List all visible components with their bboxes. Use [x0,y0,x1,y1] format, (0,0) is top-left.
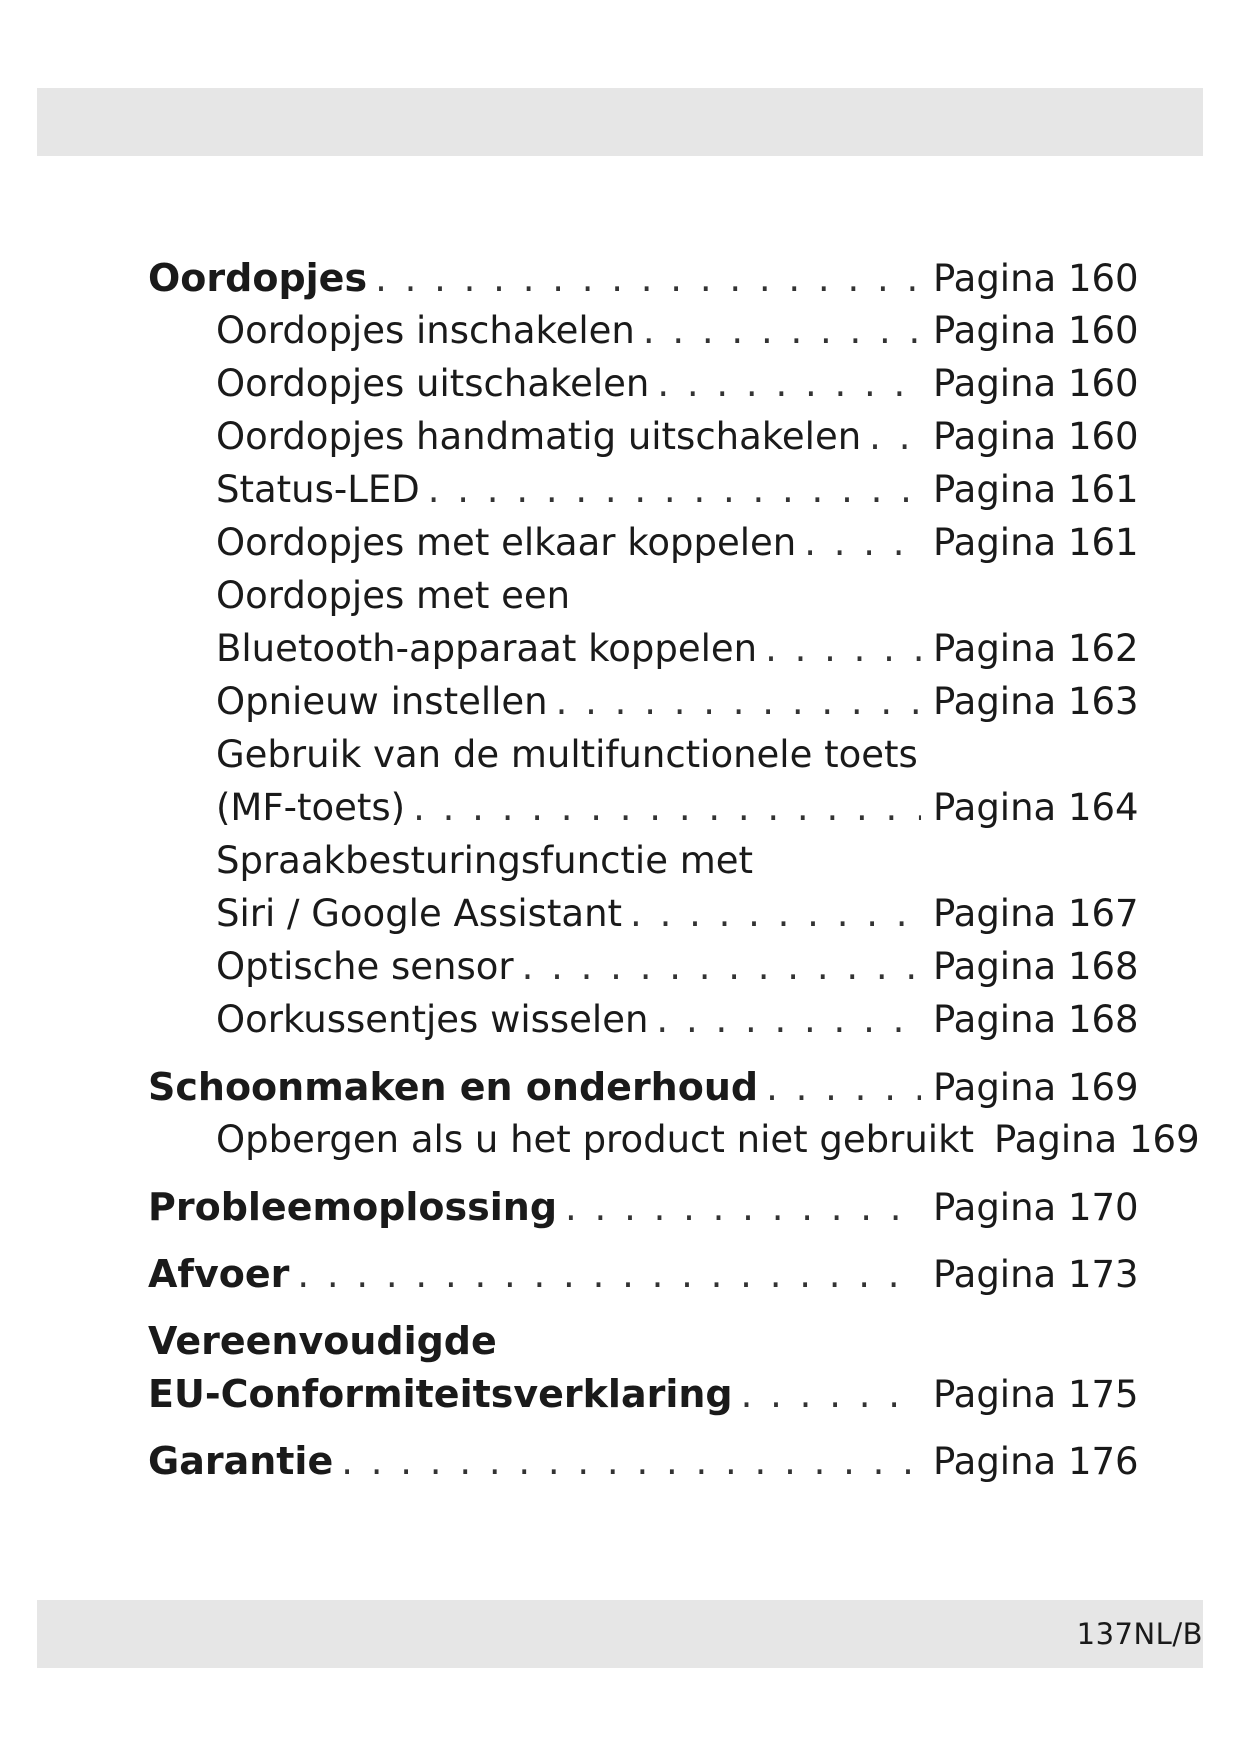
toc-title: Opnieuw instellen [216,680,548,723]
toc-page: Pagina 161 [933,521,1139,564]
toc-page: Pagina 164 [933,786,1139,829]
toc-page: Pagina 168 [933,945,1139,988]
toc-title: (MF-toets) [216,786,406,829]
toc-page: Pagina 175 [933,1373,1139,1416]
footer-band [37,1600,1203,1668]
toc-entry-sensor[interactable] [148,945,1139,998]
dot-leader [643,309,921,352]
dot-leader [341,1440,921,1483]
toc-entry-mftoets[interactable] [148,786,1139,839]
dot-leader [656,998,921,1041]
toc-page: Pagina 170 [933,1186,1139,1229]
toc-title: Bluetooth-apparaat koppelen [216,627,758,670]
toc-title: Oordopjes handmatig uitschakelen [216,415,862,458]
toc-title: Afvoer [148,1252,290,1296]
dot-leader [741,1373,921,1416]
dot-leader [428,468,921,511]
toc-title: EU-Conformiteitsverklaring [148,1372,733,1416]
toc-page: Pagina 161 [933,468,1139,511]
toc-title: Gebruik van de multifunctionele toets [216,733,918,776]
toc-page: Pagina 168 [933,998,1139,1041]
dot-leader [522,945,921,988]
toc-title: Schoonmaken en onderhoud [148,1065,759,1109]
toc-entry-conformiteit[interactable] [148,1372,1139,1425]
toc-entry-statusled[interactable] [148,468,1139,521]
toc-page: Pagina 173 [933,1253,1139,1296]
toc-page: Pagina 160 [933,415,1139,458]
toc-title: Opbergen als u het product niet gebruikt [216,1118,975,1161]
toc-page: Pagina 169 [994,1118,1200,1161]
toc-page: Pagina 169 [933,1066,1139,1109]
toc-title: Oordopjes [148,256,368,300]
toc-entry-koppelen[interactable] [148,521,1139,574]
header-band [37,88,1203,156]
dot-leader [297,1253,921,1296]
toc-title: Optische sensor [216,945,514,988]
toc-title: Probleemoplossing [148,1185,558,1229]
toc-page: Pagina 176 [933,1440,1139,1483]
toc-entry-bluetooth-line1[interactable] [148,574,1133,627]
toc-title: Oordopjes inschakelen [216,309,635,352]
toc-entry-uitschakelen[interactable] [148,362,1139,415]
dot-leader [804,521,921,564]
toc-title: Spraakbesturingsfunctie met [216,839,754,882]
toc-page: Pagina 160 [933,257,1139,300]
toc-title: Oordopjes uitschakelen [216,362,650,405]
dot-leader [869,415,921,458]
toc-entry-conformiteit-line1[interactable] [148,1319,1133,1372]
dot-leader [565,1186,921,1229]
dot-leader [657,362,921,405]
toc-entry-opnieuw[interactable] [148,680,1139,733]
toc-title: Vereenvoudigde [148,1319,497,1363]
toc-entry-oorkussentjes[interactable] [148,998,1139,1051]
toc-page: Pagina 160 [933,309,1139,352]
page-number: 137NL/B [1076,1617,1203,1651]
toc-entry-garantie[interactable] [148,1439,1139,1492]
toc-entry-schoonmaken[interactable] [148,1065,1139,1118]
toc-title: Oordopjes met elkaar koppelen [216,521,797,564]
toc-page: Pagina 162 [933,627,1139,670]
dot-leader [413,786,921,829]
toc-entry-spraak-line1[interactable] [148,839,1133,892]
toc-entry-inschakelen[interactable] [148,309,1139,362]
toc-title: Siri / Google Assistant [216,892,623,935]
toc-page: Pagina 160 [933,362,1139,405]
toc-entry-handmatig[interactable] [148,415,1139,468]
toc-entry-bluetooth[interactable] [148,627,1139,680]
toc-entry-opbergen[interactable] [148,1118,1200,1171]
dot-leader [375,257,921,300]
toc-title: Garantie [148,1439,334,1483]
dot-leader [765,627,921,670]
toc-title: Status-LED [216,468,420,511]
dot-leader [556,680,921,723]
toc-entry-probleem[interactable] [148,1185,1139,1238]
toc-entry-mftoets-line1[interactable] [148,733,1133,786]
toc-page: Pagina 167 [933,892,1139,935]
dot-leader [766,1066,921,1109]
dot-leader [630,892,921,935]
toc-page: Pagina 163 [933,680,1139,723]
toc-entry-oordopjes[interactable] [148,256,1139,309]
toc-entry-spraak[interactable] [148,892,1139,945]
toc-entry-afvoer[interactable] [148,1252,1139,1305]
table-of-contents [148,256,1200,1492]
toc-title: Oordopjes met een [216,574,571,617]
toc-title: Oorkussentjes wisselen [216,998,649,1041]
